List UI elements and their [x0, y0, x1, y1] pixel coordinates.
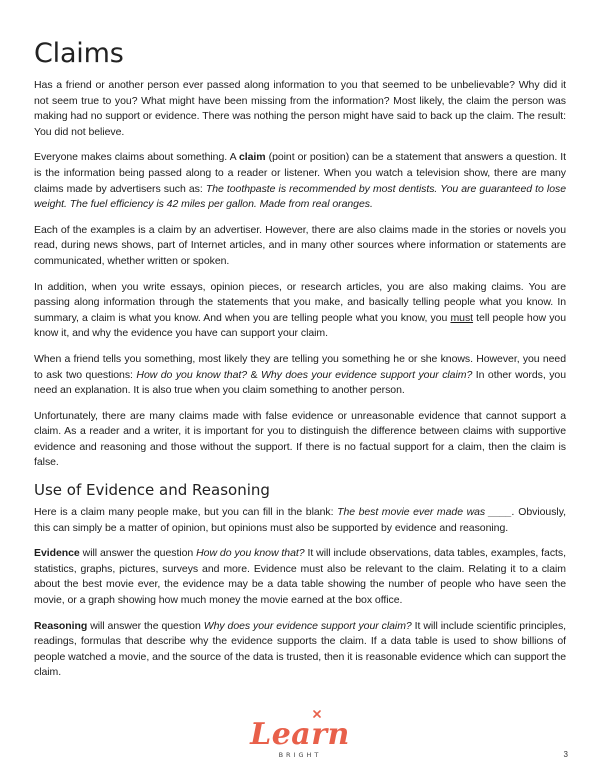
paragraph-4 — [34, 280, 566, 342]
paragraph-reasoning — [34, 619, 566, 681]
paragraph-evidence — [34, 546, 566, 608]
text: Here is a claim many people make, but you can fill in the blank: — [34, 506, 338, 519]
text: will answer the question — [87, 619, 204, 632]
text: will answer the question — [79, 547, 197, 560]
text: Everyone makes claims about something. A — [34, 151, 239, 164]
text: In addition, when you write essays, opinion pieces, or research articles, you are also making claims. You are passing along information through the statements that you make, and basically telling people what you know. In summary, a claim is what you know. And when you are telling people what you know, you — [34, 280, 566, 324]
paragraph-3: Each of the examples is a claim by an advertiser. However, there are also claims made in the stories or novels you read, during news shows, part of Internet articles, and in many other sources where information or statements are communicated, whether written or spoken. — [34, 223, 566, 267]
learn-bright-logo — [0, 717, 600, 759]
text: tell people how you know it, and why the evidence you have can support your claim. — [34, 311, 566, 340]
sparkle-icon — [313, 710, 321, 718]
text: (point or position) can be a statement that answers a question. It is the information being passed along to a reader or listener. When you watch a television show, there are many claims made by advertisers such as: — [34, 151, 566, 195]
question-1: How do you know that? — [136, 368, 248, 381]
text: When a friend tells you something, most likely they are telling you something he or she knows. However, you need to ask two questions: — [34, 352, 566, 381]
page-title: Claims — [34, 38, 124, 69]
logo-word: Learn — [250, 717, 350, 752]
reasoning-question: Why does your evidence support your claim? — [203, 619, 412, 632]
must-emphasis: must — [450, 311, 474, 324]
paragraph-2 — [34, 150, 566, 212]
evidence-question: How do you know that? — [196, 547, 305, 560]
page-number: 3 — [563, 750, 568, 759]
logo-subtitle: BRIGHT — [278, 751, 322, 759]
reasoning-term: Reasoning — [34, 619, 88, 632]
advertiser-claims: The toothpaste is recommended by most dentists. You are guaranteed to lose weight. The fuel efficiency is 42 miles per gallon. Made from real oranges. — [34, 182, 566, 211]
paragraph-5 — [34, 352, 566, 399]
paragraph-1: Has a friend or another person ever passed along information to you that seemed to be unbelievable? Why did it not seem true to you? What might have been missing from the information? Most likely, the claim the person was making had no support or evidence. There was nothing the person might have said to back up the claim. The result: You did not believe. — [34, 79, 566, 138]
question-2: Why does your evidence support your claim? — [261, 368, 473, 381]
evidence-term: Evidence — [34, 547, 80, 560]
fill-in-claim: The best movie ever made was ____. — [337, 506, 515, 519]
section-heading: Use of Evidence and Reasoning — [34, 481, 270, 500]
paragraph-7 — [34, 505, 566, 536]
paragraph-6: Unfortunately, there are many claims made with false evidence or unreasonable evidence that cannot support a claim. As a reader and a writer, it is important for you to distinguish the difference between claims with supportive evidence and reasoning and those without the support. If there is no factual support for a claim, then the claim is false. — [34, 409, 566, 469]
text: It will include scientific principles, readings, formulas that describe why the evidence supports the claim. If a data table is used to show billions of people watched a movie, and the source of the data is trusted, then it is reasonable evidence which can support the claim. — [34, 619, 567, 679]
text: It will include observations, data tables, examples, facts, statistics, graphs, pictures, surveys and more. Evidence must also be relevant to the claim. Relating it to a claim about the best movie ever, the evidence may be a data table showing the number of people who have seen the movie, or a graph showing how much money the movie earned at the box office. — [34, 547, 566, 607]
claim-term: claim — [238, 151, 266, 164]
text: Obviously, this can simply be a matter of opinion, but opinions must also be supported by evidence and reasoning. — [34, 506, 566, 534]
text: & — [247, 368, 262, 381]
text: In other words, you need an explanation. It is also true when you claim something to another person. — [34, 368, 566, 397]
